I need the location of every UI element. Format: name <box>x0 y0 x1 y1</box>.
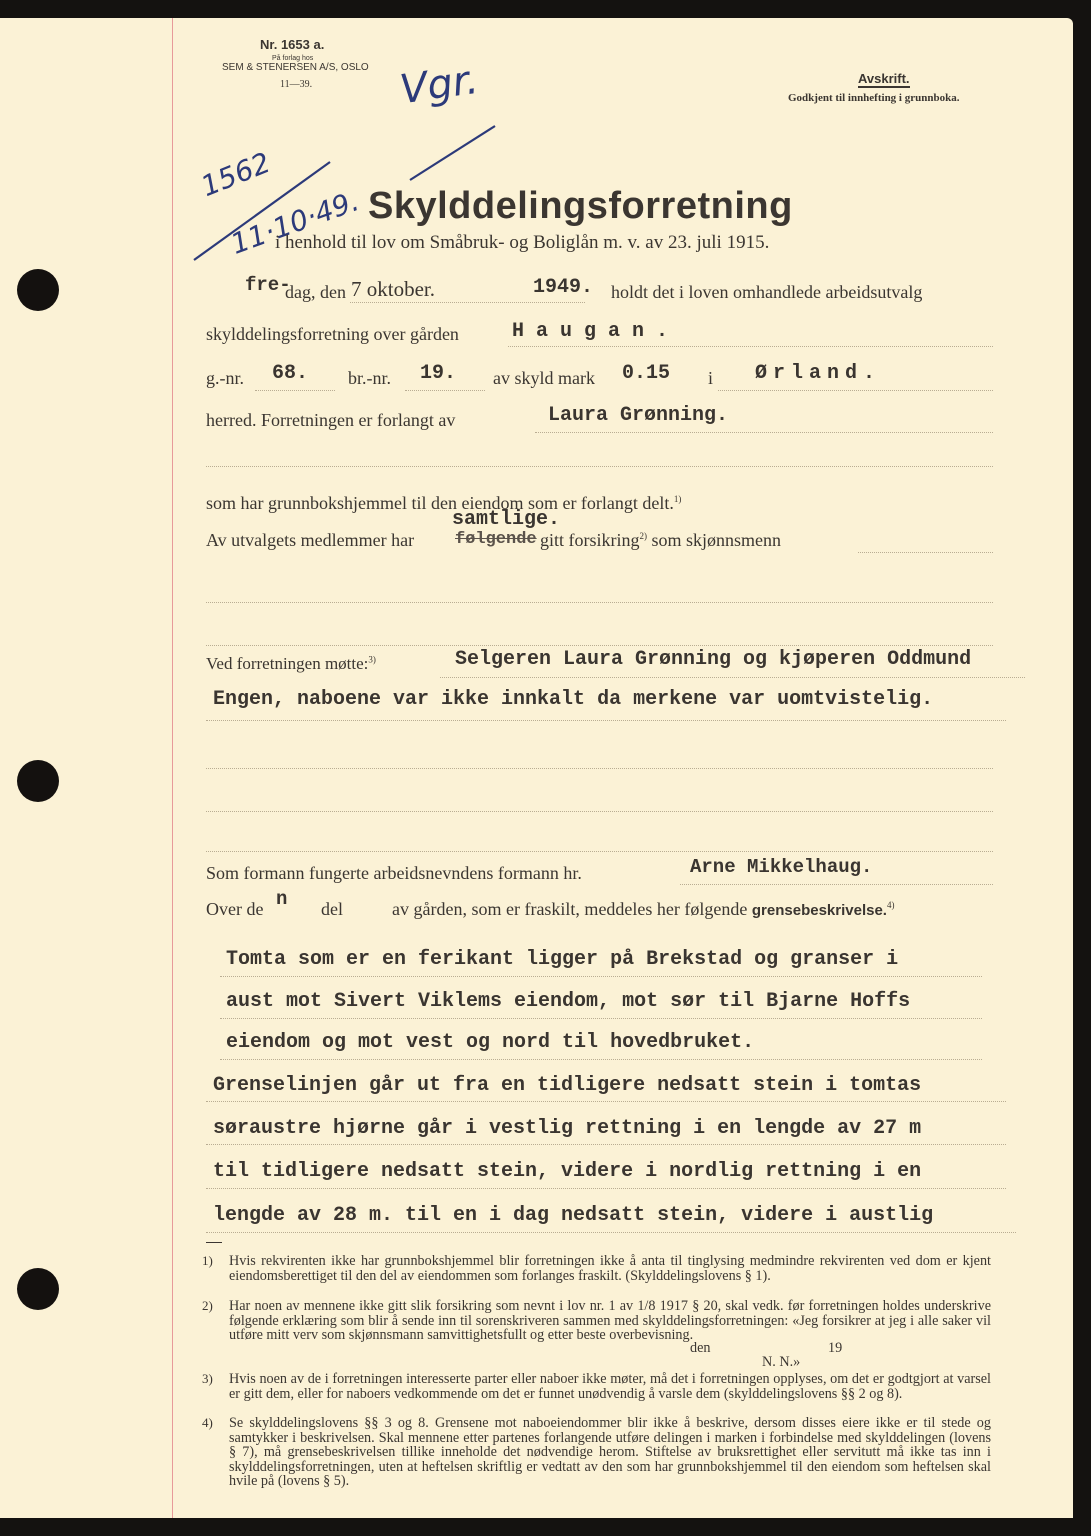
farm-name-typed: H a u g a n . <box>512 320 669 343</box>
requester-typed: Laura Grønning. <box>548 404 729 427</box>
attendees-line-2: Engen, naboene var ikke innkalt da merkene var uomtvistelig. <box>213 688 934 711</box>
boundary-intro-text: av gården, som er fraskilt, meddeles her følgende grensebeskrivelse.$^{4)}$ <box>392 899 895 919</box>
footnote-3: Hvis noen av de i forretningen interesserte parter eller naboer ikke møter, må det i forretningen opplyses, om det er godtgjort at varsel er gitt dem, eller for naboers vedkommende om det er funnet unødvendig å varsle dem (skylddelingslovens §§ 2 og 8). <box>229 1371 991 1402</box>
print-date: 11—39. <box>280 79 313 90</box>
over-label: Over de <box>206 899 264 919</box>
document-subtitle: i henhold til lov om Småbruk- og Boliglån m. v. av 23. juli 1915. <box>275 232 770 253</box>
boundary-line: Grenselinjen går ut fra en tidligere nedsatt stein i tomtas <box>213 1074 922 1097</box>
date-day-typed: 7 oktober. <box>351 277 435 301</box>
bnr-label: br.-nr. <box>348 368 391 388</box>
municipality-typed: Ørland. <box>755 362 882 385</box>
punch-hole-icon <box>17 1268 59 1310</box>
inserted-typed: samtlige. <box>452 508 561 531</box>
in-label: i <box>708 368 714 388</box>
attendees-line-1: Selgeren Laura Grønning og kjøperen Oddmund <box>455 648 972 671</box>
boundary-line: aust mot Sivert Viklems eiendom, mot sør til Bjarne Hoffs <box>226 990 911 1013</box>
requester-label: herred. Forretningen er forlangt av <box>206 410 456 430</box>
handwritten-stroke-icon <box>405 118 505 188</box>
gnr-label: g.-nr. <box>206 368 244 388</box>
boundary-line: lengde av 28 m. til en i dag nedsatt stein, videre i austlig <box>213 1204 934 1227</box>
boundary-line: søraustre hjørne går i vestlig rettning i en lengde av 27 m <box>213 1117 922 1140</box>
day-label: dag, den <box>285 282 346 302</box>
approval-note: Godkjent til innhefting i grunnboka. <box>788 92 960 104</box>
del-label: del <box>321 899 343 919</box>
footnote-1: Hvis rekvirenten ikke har grunnbokshjemmel blir forretningen ikke å anta til tinglysing medmindre rekvirenten ved dom er kjent eiendomsberettiget til den del av eiendommen som forlanges fraskilt. (Skylddelingslovens § 1). <box>229 1253 991 1284</box>
punch-hole-icon <box>17 269 59 311</box>
handwritten-reg-number: 1562 <box>196 145 275 204</box>
day-typed: fre- <box>245 274 291 296</box>
form-number: Nr. 1653 a. <box>260 37 325 52</box>
gnr-typed: 68. <box>272 362 309 385</box>
farm-label: skylddelingsforretning over gården <box>206 324 459 344</box>
printer-line-1: På forlag hos <box>272 55 314 62</box>
forsikring-text: gitt forsikring$^{2)}$ som skjønnsmenn <box>540 530 782 550</box>
members-label: Av utvalgets medlemmer har <box>206 530 415 550</box>
bnr-typed: 19. <box>420 362 457 385</box>
attendees-label: Ved forretningen møtte:$^{3)}$ <box>206 654 376 673</box>
hjemmel-text: som har grunnbokshjemmel til den eiendom som er forlangt delt.$^{1)}$ <box>206 493 682 513</box>
boundary-line: Tomta som er en ferikant ligger på Brekstad og granser i <box>226 948 899 971</box>
year-typed: 1949. <box>533 276 594 299</box>
chair-name-typed: Arne Mikkelhaug. <box>690 856 873 878</box>
printer-line-2: SEM & STENERSEN A/S, OSLO <box>222 62 369 73</box>
document-page: Nr. 1653 a. På forlag hos SEM & STENERSEN A/S, OSLO 11—39. Vgr. 1562 11·10·49. Avskrift. Godkjent til innhefting i grunnboka. Skylddelingsforretning i henhold til lov om Småbruk- og Boliglån m. v. av 23. juli 1915. fre- dag, den 7 oktober. 1949. holdt det i loven omhandlede arbeidsutvalg skylddelingsforretning over gården H a u g a n . g.-nr. 68. br.-nr. 19. av skyld mark 0.15 i Ørland. herred. Forretningen er forlangt av Laura Grønning. som har grunnbokshjemmel til den eiendom som er forlangt delt.$^{1)}$ samtlige. Av utvalgets medlemmer har følgende gitt forsikring$^{2)}$ som skjønnsmenn Ved forretningen møtte:$^{3)}$ Selgeren Laura Grønning og kjøperen Oddmund Engen, naboene var ikke innkalt da merkene var uomtvistelig. Som formann fungerte arbeidsnevndens formann hr. Arne Mikkelhaug. Over de n del av gården, som er fraskilt, meddeles her følgende grensebeskrivelse.$^{4)}$ Tomta som er en ferikant ligger på Brekstad og granser i aust mot Sivert Viklems eiendom, mot sør til Bjarne Hoffs eiendom og mot vest og nord til hovedbruket. Grenselinjen går ut fra en tidligere nedsatt stein i tomtas søraustre hjørne går i vestlig rettning i en lengde av 27 m til tidligere nedsatt stein, videre i nordlig rettning i en lengde av 28 m. til en i dag nedsatt stein, videre i austlig 1) Hvis rekvirenten ikke har grunnbokshjemmel blir forretningen ikke å anta til tinglysing medmindre rekvirenten ved dom er kjent eiendomsberettiget til den del av eiendommen som forlanges fraskilt. (Skylddelingslovens § 1). 2) Har noen av mennene ikke gitt slik forsikring som nevnt i lov nr. 1 av 1/8 1917 § 20, skal vedk. før forretningen holdes underskrive følgende erklæring som blir å sende inn til sorenskriveren sammen med skylddelingsforretningen: «Jeg forsikrer at jeg i alle saker vil utføre mitt verv som skjønnsmann samvittighetsfullt og etter beste overbevisning. den 19 N. N.» 3) Hvis noen av de i forretningen interesserte parter eller naboer ikke møter, må det i forretningen opplyses, om det er godtgjort at varsel er gitt dem, eller for naboers vedkommende om det er funnet unødvendig å varsle dem (skylddelingslovens §§ 2 og 8). 4) Se skylddelingslovens §§ 3 og 8. Grensene mot naboeiendommer blir ikke å beskrive, dersom disses eiere ikke er til stede og samtykker i beskrivelsen. Skal mennene etter partenes forlangende utføre delingen i marken i forbindelse med skylddelingen (lovens § 7), må grensebeskrivelsen tillike inneholde det nødvendige herom. Stiftelse av bruksrettighet eller servitutt må ikke tas inn i skylddelingsforretningen, uten at heftelsen skriftlig er vedtatt av den som har grunnbokshjemmel til den eiendom som heftelsen skal hvile på (lovens § 5). <box>0 18 1073 1518</box>
handwritten-reg-date: 11·10·49. <box>226 184 364 261</box>
chair-label: Som formann fungerte arbeidsnevndens formann hr. <box>206 863 582 883</box>
red-margin-line <box>172 18 173 1518</box>
footnote-2: Har noen av mennene ikke gitt slik forsikring som nevnt i lov nr. 1 av 1/8 1917 § 20, skal vedk. før forretningen holdes underskrive følgende erklæring som blir å sende inn til sorenskriveren sammen med skylddelingsforretningen: «Jeg forsikrer at jeg i alle saker vil utføre mitt verv som skjønnsmann samvittighetsfullt og etter beste overbevisning. <box>229 1298 991 1343</box>
footnote-4: Se skylddelingslovens §§ 3 og 8. Grensene mot naboeiendommer blir ikke å beskrive, dersom disses eiere ikke er til stede og samtykker i beskrivelsen. Skal mennene etter partenes forlangende utføre delingen i marken i forbindelse med skylddelingen (lovens § 7), må grensebeskrivelsen tillike inneholde det nødvendige herom. Stiftelse av bruksrettighet eller servitutt må ikke tas inn i skylddelingsforretningen, uten at heftelsen skriftlig er vedtatt av den som har grunnbokshjemmel til den eiendom som heftelsen skal hvile på (lovens § 5). <box>229 1415 991 1489</box>
handwritten-initials: Vgr. <box>397 56 482 114</box>
copy-label: Avskrift. <box>858 71 910 86</box>
line1-text: holdt det i loven omhandlede arbeidsutvalg <box>611 282 923 302</box>
struck-typed: følgende <box>455 530 537 549</box>
skyld-label: av skyld mark <box>493 368 595 388</box>
n-typed: n <box>276 888 288 910</box>
boundary-line: eiendom og mot vest og nord til hovedbruket. <box>226 1031 755 1054</box>
skyld-typed: 0.15 <box>622 362 671 385</box>
footnote-separator <box>206 1242 222 1243</box>
boundary-line: til tidligere nedsatt stein, videre i nordlig rettning i en <box>213 1160 922 1183</box>
document-title: Skylddelingsforretning <box>368 185 793 227</box>
punch-hole-icon <box>17 760 59 802</box>
